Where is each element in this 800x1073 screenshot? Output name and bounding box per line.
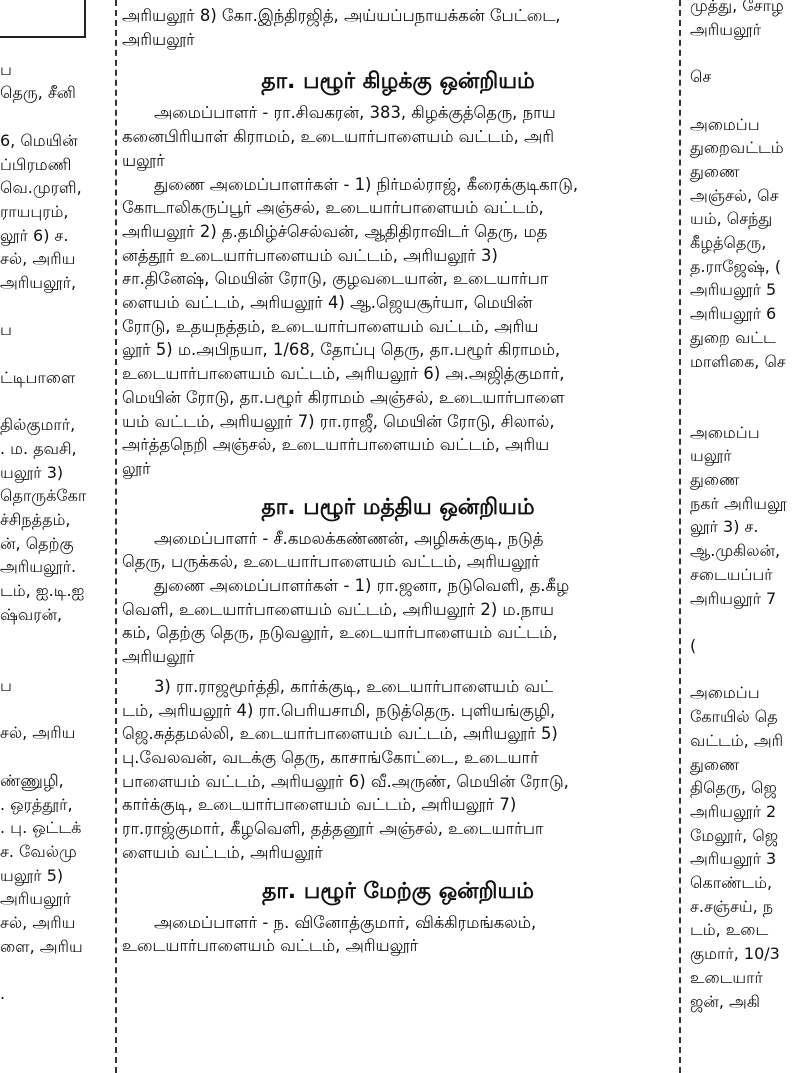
right-column-fragment: அரியலூர் 7 — [690, 588, 777, 608]
left-column-fragment: ன், தெற்கு — [0, 533, 74, 553]
right-column-fragment: ஜன், அகி — [690, 991, 760, 1011]
left-column-fragment: யலூர் 3) — [0, 462, 64, 482]
right-column-fragment: துணை — [690, 754, 740, 774]
east-line-8: சா.தினேஷ், மெயின் ரோடு, குழவடையான், உடையார்பா — [122, 269, 549, 289]
central-line-2: தெரு, பருக்கல், உடையார்பாளையம் வட்டம், அரியலூர் — [122, 552, 540, 572]
section-body-west — [122, 911, 674, 958]
right-column-fragment: லூர் 3) ச. — [690, 517, 759, 537]
left-column-fragment: லூர் 6) ச. — [0, 225, 69, 245]
right-column-fragment: ( — [690, 635, 697, 655]
east-line-4: துணை அமைப்பாளர்கள் - 1) நிர்மல்ராஜ், கீரைக்குடிகாடு, — [154, 174, 579, 194]
intro-block — [122, 0, 674, 51]
left-column-fragment: சல், அரிய — [0, 723, 76, 743]
section-heading-east: தா. பழூர் கிழக்கு ஒன்றியம் — [261, 69, 535, 95]
right-column-fragment: சடையப்பர் — [690, 564, 773, 584]
right-column-fragment — [684, 41, 800, 65]
right-column-fragment: யலூர் — [690, 446, 732, 466]
left-column-fragment — [0, 958, 112, 982]
right-column-fragment: ச.சஞ்சய், ந — [690, 896, 774, 916]
intro-line-2: அரியலூர் — [122, 29, 195, 49]
left-column-fragment: யலூர் 5) — [0, 865, 64, 885]
right-column-fragment: துறை வட்ட — [690, 327, 776, 347]
right-column-fragment: அமைப்ப — [690, 422, 760, 442]
left-column-fragment: வெ.முரளி, — [0, 178, 82, 198]
left-column-fragment: ச்சிநத்தம், — [0, 510, 71, 530]
left-column-fragment — [0, 390, 112, 414]
left-column-fragment: ளை, அரிய — [0, 936, 83, 956]
left-column-fragment: ச. வேல்மு — [0, 841, 77, 861]
right-column-fragment: வட்டம், அரி — [690, 730, 784, 750]
left-column-fragment: ட்டிபாளை — [0, 367, 76, 387]
right-column-fragment — [684, 89, 800, 113]
left-column-fragment: . ஒரத்தூர், — [0, 794, 73, 814]
right-column-fragment: உடையார் — [690, 967, 763, 987]
right-column-fragment — [684, 610, 800, 634]
west-line-2: உடையார்பாளையம் வட்டம், அரியலூர் — [122, 936, 419, 956]
section-heading-west: தா. பழூர் மேற்கு ஒன்றியம் — [261, 878, 535, 904]
east-line-6: அரியலூர் 2) த.தமிழ்ச்செல்வன், ஆதிதிராவிடர் தெரு, மத — [122, 221, 548, 241]
main-column — [122, 0, 674, 1073]
central-line-8: டம், அரியலூர் 4) ரா.பெரியசாமி, நடுத்தெரு. புளியங்குழி, — [122, 700, 556, 720]
left-column-fragment: டம், ஐ.டி.ஐ — [0, 581, 85, 601]
left-column-fragment — [0, 295, 112, 319]
left-column-fragment: அரியலூர். — [0, 557, 77, 577]
right-column-fragment: திதெரு, ஜெ — [690, 778, 777, 798]
central-line-14: ளையம் வட்டம், அரியலூர் — [122, 842, 323, 862]
right-column-fragment: த.ராஜேஷ், ( — [690, 256, 782, 276]
east-line-7: னத்தூர் உடையார்பாளையம் வட்டம், அரியலூர் 3) — [122, 245, 498, 265]
left-column-fragment: ராயபுரம், — [0, 201, 69, 221]
east-line-11: லூர் 5) ம.அபிநயா, 1/68, தோப்பு தெரு, தா.பழூர் கிராமம், — [122, 340, 561, 360]
east-line-10: ரோடு, உதயநத்தம், உடையார்பாளையம் வட்டம், அரிய — [122, 316, 539, 336]
left-column-fragment: . — [0, 984, 6, 1004]
section-body-central — [122, 527, 674, 865]
right-column-fragment: கீழத்தெரு, — [690, 233, 767, 253]
central-line-1: அமைப்பாளர் - சீ.கமலக்கண்ணன், அழிசுக்குடி, நடுத் — [154, 528, 544, 548]
east-line-5: கோடாலிகருப்பூர் அஞ்சல், உடையார்பாளையம் வட்டம், — [122, 198, 544, 218]
right-column-fragment: அமைப்ப — [690, 683, 760, 703]
right-column-fragment: அரியலூர் — [690, 19, 761, 39]
right-column-fragment — [684, 397, 800, 421]
left-column-fragment — [0, 745, 112, 769]
central-line-10: பு.வேலவன், வடக்கு தெரு, காசாங்கோட்டை, உடையார் — [122, 747, 539, 767]
right-column-fragment: டம், உடை — [690, 920, 769, 940]
right-column-fragment: அமைப்ப — [690, 114, 760, 134]
right-column-fragment: யம், செந்து — [690, 209, 773, 229]
central-line-11: பாளையம் வட்டம், அரியலூர் 6) வீ.அருண், மெயின் ரோடு, — [122, 771, 569, 791]
left-column-fragment: அரியலூர் — [0, 889, 71, 909]
right-column-fragment: அஞ்சல், செ — [690, 185, 779, 205]
left-column-fragment: ண்ணுழி, — [0, 770, 64, 790]
left-top-box — [0, 0, 86, 38]
central-line-6: அரியலூர் — [122, 647, 195, 667]
right-column-fragment: அரியலூர் 3 — [690, 849, 777, 869]
column-separator-left — [115, 0, 117, 1073]
left-column-fragment — [0, 342, 112, 366]
left-column — [0, 0, 112, 1073]
left-column-fragment: சல், அரிய — [0, 913, 76, 933]
east-line-9: ளையம் வட்டம், அரியலூர் 4) ஆ.ஜெயசூர்யா, மெயின் — [122, 293, 533, 313]
right-column-fragment: ஆ.முகிலன், — [690, 541, 781, 561]
east-line-2: கனைபிரியாள் கிராமம், உடையார்பாளையம் வட்டம், அரி — [122, 127, 555, 147]
east-line-13: மெயின் ரோடு, தா.பழூர் கிராமம் அஞ்சல், உடையார்பாளை — [122, 387, 565, 407]
central-line-3: துணை அமைப்பாளர்கள் - 1) ரா.ஜனா, நடுவெளி, த.கீழ — [154, 576, 570, 596]
left-column-fragment: ப — [0, 320, 12, 340]
right-column-fragment: குமார், 10/3 — [690, 944, 780, 964]
left-column-fragment: ப்பிரமணி — [0, 154, 72, 174]
central-line-5: கம், தெற்கு தெரு, நடுவலூர், உடையார்பாளையம் வட்டம், — [122, 623, 558, 643]
left-column-fragment — [0, 105, 112, 129]
east-line-12: உடையார்பாளையம் வட்டம், அரியலூர் 6) அ.அஜித்குமார், — [122, 364, 565, 384]
central-line-12: கார்க்குடி, உடையார்பாளையம் வட்டம், அரியலூர் 7) — [122, 795, 517, 815]
central-line-13: ரா.ராஜ்குமார், கீழவெளி, தத்தனூர் அஞ்சல், உடையார்பா — [122, 819, 544, 839]
right-column-fragment: கோயில் தெ — [690, 707, 778, 727]
left-column-fragment — [0, 627, 112, 651]
east-line-14: யம் வட்டம், அரியலூர் 7) ரா.ராஜீ, மெயின் ரோடு, சிலால், — [122, 411, 555, 431]
central-line-4: வெளி, உடையார்பாளையம் வட்டம், அரியலூர் 2) ம.நாய — [122, 599, 554, 619]
east-line-1: அமைப்பாளர் - ரா.சிவகரன், 383, கிழக்குத்தெரு, நாய — [154, 103, 556, 123]
left-column-fragment: . ம. தவசி, — [0, 438, 77, 458]
left-column-fragment: தில்குமார், — [0, 415, 76, 435]
right-column-fragment: துறைவட்டம் — [690, 138, 784, 158]
right-column-fragment: செ — [690, 67, 712, 87]
left-column-fragment: அரியலூர், — [0, 273, 77, 293]
left-column-fragment: . பு. ஒட்டக் — [0, 818, 82, 838]
right-column-fragment — [684, 373, 800, 397]
right-column-fragment: முத்து, சோழ — [690, 0, 784, 15]
right-column — [684, 0, 800, 1073]
left-column-fragment: தெரு, சீனி — [0, 83, 76, 103]
left-column-fragment — [0, 650, 112, 674]
right-column-fragment: நகர் அரியலூ — [690, 493, 787, 513]
right-column-fragment — [684, 658, 800, 682]
left-column-fragment: சல், அரிய — [0, 249, 76, 269]
right-column-fragment: அரியலூர் 6 — [690, 304, 777, 324]
section-body-east — [122, 101, 674, 480]
east-line-16: லூர் — [122, 458, 151, 478]
left-column-fragments — [0, 0, 112, 1006]
right-column-fragment: அரியலூர் 5 — [690, 280, 777, 300]
right-column-fragment: மேலூர், ஜெ — [690, 825, 779, 845]
west-line-1: அமைப்பாளர் - ந. வினோத்குமார், விக்கிரமங்கலம், — [154, 912, 537, 932]
left-column-fragment: ஷ்வரன், — [0, 604, 63, 624]
left-column-fragment: ப — [0, 59, 12, 79]
right-column-fragment: மாளிகை, செ — [690, 351, 786, 371]
right-column-fragments — [684, 0, 800, 1013]
east-line-15: அர்த்தநெறி அஞ்சல், உடையார்பாளையம் வட்டம், அரிய — [122, 435, 550, 455]
right-column-fragment: கொண்டம், — [690, 873, 773, 893]
right-column-fragment: துணை — [690, 161, 740, 181]
right-column-fragment: அரியலூர் 2 — [690, 801, 777, 821]
central-line-9: ஜெ.சுத்தமல்லி, உடையார்பாளையம் வட்டம், அரியலூர் 5) — [122, 724, 558, 744]
left-column-fragment: ப — [0, 675, 12, 695]
right-column-fragment: துணை — [690, 470, 740, 490]
central-line-7: 3) ரா.ராஜமூர்த்தி, கார்க்குடி, உடையார்பாளையம் வட் — [154, 676, 554, 696]
column-separator-right — [679, 0, 681, 1073]
left-column-fragment: 6, மெயின் — [0, 130, 78, 150]
intro-line-1: அரியலூர் 8) கோ.இந்திரஜித், அய்யப்பநாயக்கன் பேட்டை, — [122, 6, 561, 25]
left-column-fragment: தொருக்கோ — [0, 486, 87, 506]
left-column-fragment — [0, 698, 112, 722]
section-heading-central: தா. பழூர் மத்திய ஒன்றியம் — [261, 494, 535, 520]
east-line-3: யலூர் — [122, 150, 165, 170]
